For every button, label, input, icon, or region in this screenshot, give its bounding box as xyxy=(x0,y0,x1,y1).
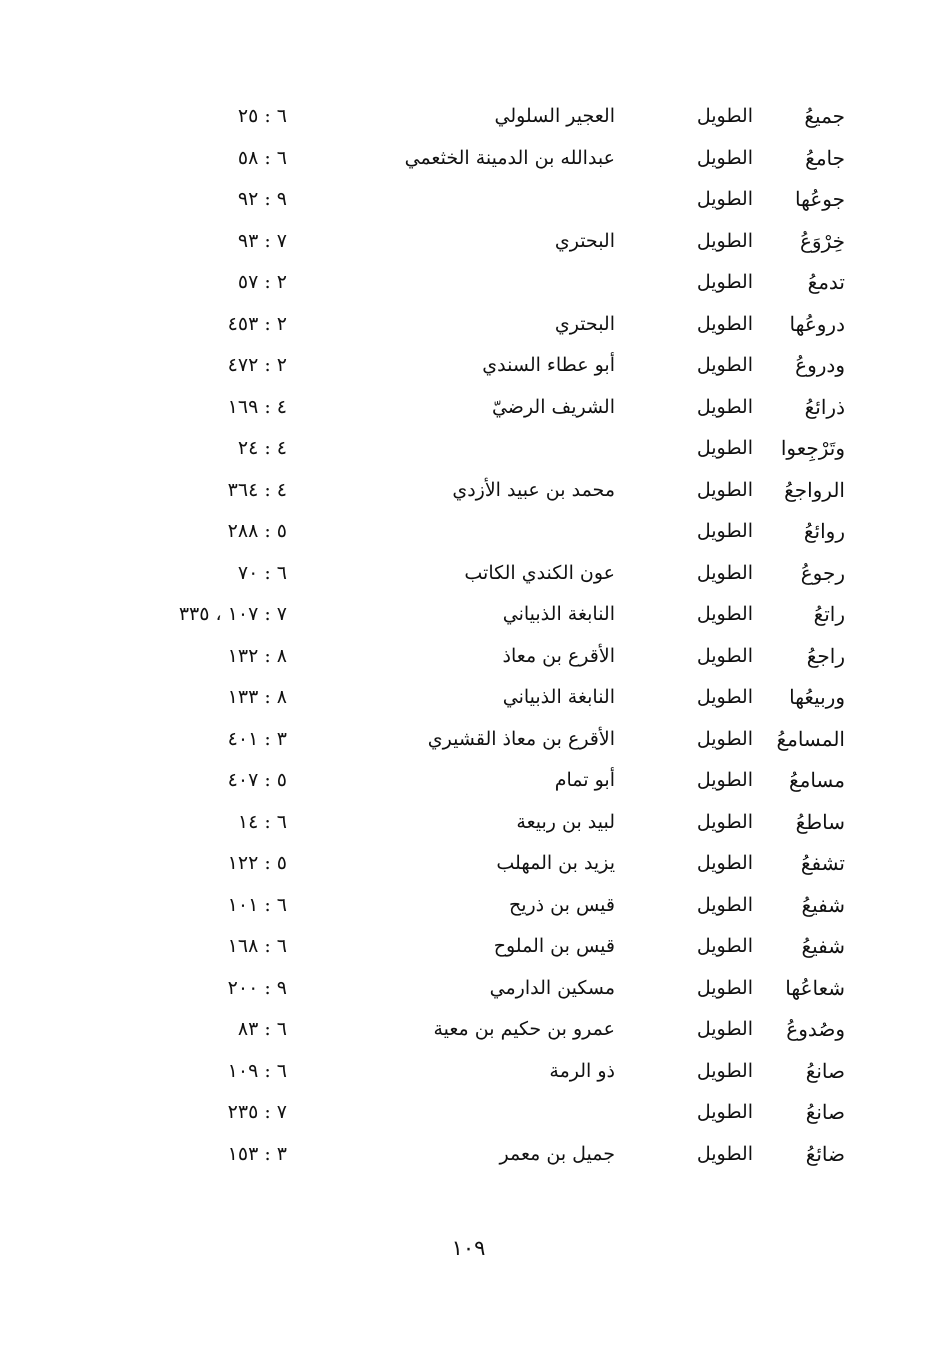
page-number: ١٠٩ xyxy=(451,1236,486,1260)
rhyme-word: ودروعُ xyxy=(795,353,845,377)
table-row xyxy=(0,221,937,263)
table-row xyxy=(0,1134,937,1176)
meter-name: الطويل xyxy=(696,935,753,957)
poet-name: عون الكندي الكاتب xyxy=(464,561,615,584)
volume-page-ref: ٩ : ٢٠٠ xyxy=(227,976,287,999)
volume-page-ref: ٥ : ٢٨٨ xyxy=(227,520,287,542)
table-row xyxy=(0,553,937,595)
meter-name: الطويل xyxy=(696,893,753,916)
table-row xyxy=(0,843,937,885)
poet-name: ذو الرمة xyxy=(549,1059,615,1082)
meter-name: الطويل xyxy=(696,644,753,667)
table-row xyxy=(0,470,937,512)
meter-name: الطويل xyxy=(696,271,753,293)
meter-name: الطويل xyxy=(696,976,753,999)
meter-name: الطويل xyxy=(696,561,753,584)
table-row xyxy=(0,262,937,304)
rhyme-word: روائعُ xyxy=(803,519,845,543)
meter-name: الطويل xyxy=(696,229,753,252)
poet-name: عمرو بن حكيم بن معية xyxy=(433,1018,615,1040)
table-row xyxy=(0,387,937,429)
rhyme-word: راتعُ xyxy=(813,602,845,626)
table-row xyxy=(0,594,937,636)
table-row xyxy=(0,760,937,802)
table-row xyxy=(0,1051,937,1093)
volume-page-ref: ٦ : ١٦٨ xyxy=(227,935,287,957)
rhyme-word: شعاعُها xyxy=(785,975,845,1000)
meter-name: الطويل xyxy=(696,105,753,127)
meter-name: الطويل xyxy=(696,437,753,459)
meter-name: الطويل xyxy=(696,1142,753,1165)
table-row xyxy=(0,636,937,678)
meter-name: الطويل xyxy=(696,188,753,210)
rhyme-word: وربيعُها xyxy=(789,685,845,709)
poet-name: البحتري xyxy=(554,229,615,252)
rhyme-word: صانعُ xyxy=(805,1058,845,1083)
table-row xyxy=(0,179,937,221)
volume-page-ref: ٤ : ٢٤ xyxy=(237,437,287,459)
meter-name: الطويل xyxy=(696,810,753,833)
volume-page-ref: ٦ : ٥٨ xyxy=(237,146,287,169)
volume-page-ref: ٦ : ٢٥ xyxy=(237,105,287,127)
poet-name: جميل بن معمر xyxy=(499,1142,615,1165)
volume-page-ref: ٣ : ١٥٣ xyxy=(227,1142,287,1165)
volume-page-ref: ٦ : ١٠٩ xyxy=(227,1059,287,1082)
table-row xyxy=(0,511,937,553)
meter-name: الطويل xyxy=(696,520,753,542)
poet-name: قيس بن ذريح xyxy=(508,893,615,916)
poet-name: النابغة الذبياني xyxy=(502,603,615,625)
rhyme-word: شفيعُ xyxy=(801,892,845,917)
volume-page-ref: ٥ : ١٢٢ xyxy=(227,852,287,874)
table-row xyxy=(0,138,937,180)
rhyme-word: جميعُ xyxy=(804,104,845,128)
volume-page-ref: ٦ : ١٠١ xyxy=(227,893,287,916)
volume-page-ref: ٥ : ٤٠٧ xyxy=(227,769,287,791)
volume-page-ref: ٢ : ٤٧٢ xyxy=(227,354,287,376)
poet-name: الشريف الرضيّ xyxy=(491,395,615,418)
meter-name: الطويل xyxy=(696,727,753,750)
rhyme-word: وتَرْجِعوا xyxy=(780,436,845,460)
volume-page-ref: ٧ : ٩٣ xyxy=(237,229,287,252)
table-row xyxy=(0,802,937,844)
meter-name: الطويل xyxy=(696,312,753,335)
rhyme-word: ساطعُ xyxy=(795,809,845,834)
table-row xyxy=(0,428,937,470)
volume-page-ref: ٦ : ٨٣ xyxy=(237,1018,287,1040)
poet-name: الأقرع بن معاذ القشيري xyxy=(427,727,615,750)
table-row xyxy=(0,304,937,346)
rhyme-word: وصُدوعُ xyxy=(786,1017,845,1041)
rhyme-word: تدمعُ xyxy=(807,270,845,294)
rhyme-word: جوعُها xyxy=(795,187,845,211)
volume-page-ref: ٩ : ٩٢ xyxy=(237,188,287,210)
table-row xyxy=(0,345,937,387)
rhyme-word: تشفعُ xyxy=(800,851,845,875)
volume-page-ref: ٧ : ١٠٧ ، ٣٣٥ xyxy=(178,603,287,625)
meter-name: الطويل xyxy=(696,769,753,791)
poet-name: محمد بن عبيد الأزدي xyxy=(452,478,615,501)
table-row xyxy=(0,926,937,968)
table-row xyxy=(0,677,937,719)
volume-page-ref: ٢ : ٤٥٣ xyxy=(227,312,287,335)
volume-page-ref: ٢ : ٥٧ xyxy=(237,271,287,293)
volume-page-ref: ٨ : ١٣٢ xyxy=(227,644,287,667)
volume-page-ref: ٧ : ٢٣٥ xyxy=(227,1101,287,1123)
table-row xyxy=(0,968,937,1010)
poet-name: قيس بن الملوح xyxy=(493,935,615,957)
volume-page-ref: ٤ : ٣٦٤ xyxy=(227,478,287,501)
rhyme-word: المسامعُ xyxy=(776,726,845,751)
meter-name: الطويل xyxy=(696,395,753,418)
rhyme-word: خِرْوَعُ xyxy=(800,228,845,253)
rhyme-word: ذرائعُ xyxy=(804,394,845,419)
volume-page-ref: ٨ : ١٣٣ xyxy=(227,686,287,708)
meter-name: الطويل xyxy=(696,146,753,169)
table-row xyxy=(0,96,937,138)
table-row xyxy=(0,719,937,761)
meter-name: الطويل xyxy=(696,478,753,501)
poet-name: الأقرع بن معاذ xyxy=(502,644,615,667)
rhyme-word: راجعُ xyxy=(806,643,845,668)
meter-name: الطويل xyxy=(696,603,753,625)
poet-name: البحتري xyxy=(554,312,615,335)
meter-name: الطويل xyxy=(696,1059,753,1082)
volume-page-ref: ٣ : ٤٠١ xyxy=(227,727,287,750)
meter-name: الطويل xyxy=(696,686,753,708)
rhyme-word: صانعُ xyxy=(805,1100,845,1124)
meter-name: الطويل xyxy=(696,852,753,874)
rhyme-word: مسامعُ xyxy=(788,768,845,792)
poet-name: النابغة الذبياني xyxy=(502,686,615,708)
table-row xyxy=(0,1092,937,1134)
rhyme-word: دروعُها xyxy=(789,311,845,336)
meter-name: الطويل xyxy=(696,1018,753,1040)
meter-name: الطويل xyxy=(696,354,753,376)
poet-name: العجير السلولي xyxy=(494,105,615,127)
rhyme-index-table xyxy=(0,96,937,1175)
rhyme-word: شفيعُ xyxy=(801,934,845,958)
rhyme-word: ضائعُ xyxy=(805,1141,845,1166)
poet-name: لبيد بن ربيعة xyxy=(516,810,615,833)
poet-name: مسكين الدارمي xyxy=(489,976,615,999)
rhyme-word: رجوعُ xyxy=(800,560,845,585)
volume-page-ref: ٦ : ١٤ xyxy=(237,810,287,833)
volume-page-ref: ٦ : ٧٠ xyxy=(237,561,287,584)
meter-name: الطويل xyxy=(696,1101,753,1123)
table-row xyxy=(0,1009,937,1051)
volume-page-ref: ٤ : ١٦٩ xyxy=(227,395,287,418)
poet-name: يزيد بن المهلب xyxy=(496,852,615,874)
table-row xyxy=(0,885,937,927)
rhyme-word: جامعُ xyxy=(805,145,845,170)
poet-name: أبو عطاء السندي xyxy=(482,354,615,376)
poet-name: عبدالله بن الدمينة الخثعمي xyxy=(404,146,615,169)
rhyme-word: الرواجعُ xyxy=(784,477,845,502)
poet-name: أبو تمام xyxy=(554,769,615,791)
